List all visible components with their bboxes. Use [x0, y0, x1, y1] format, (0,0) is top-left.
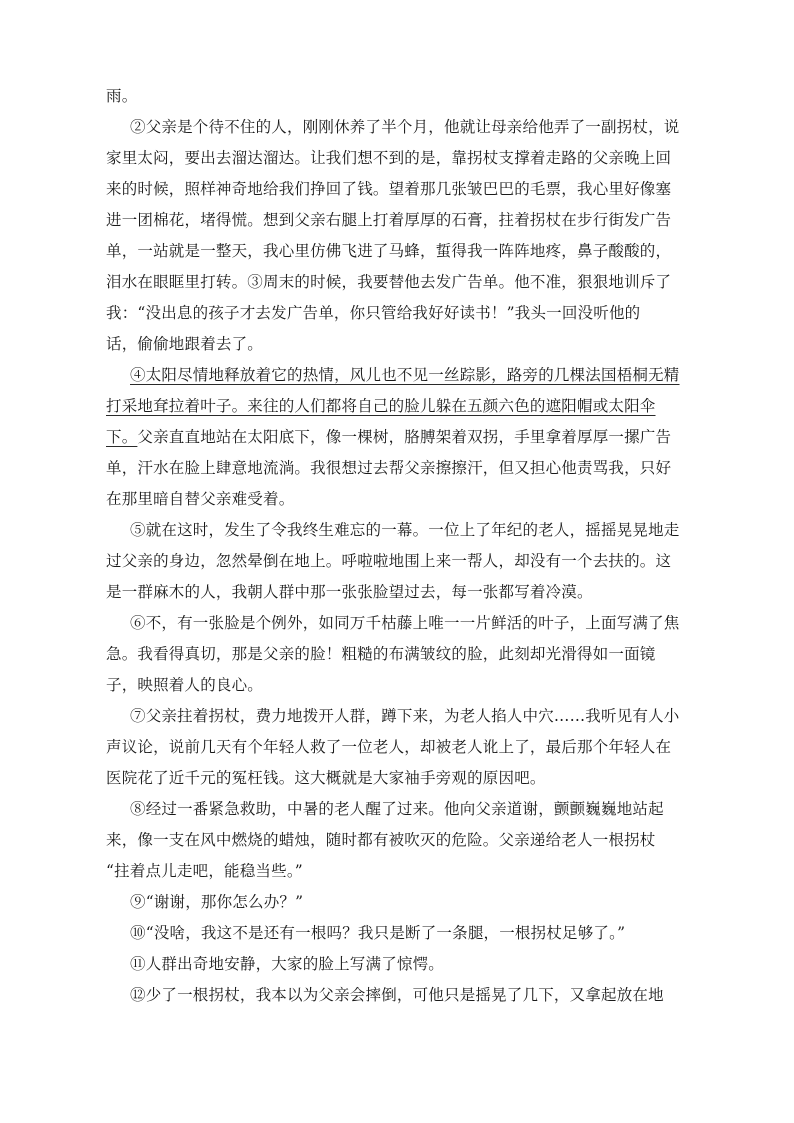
paragraph-2-line: 进一团棉花，堵得慌。想到父亲右腿上打着厚厚的石膏，拄着拐杖在步行街发广告: [106, 211, 672, 229]
paragraph-11-line: ⑪人群出奇地安静，大家的脸上写满了惊愕。: [130, 955, 445, 973]
paragraph-2-line: 家里太闷，要出去溜达溜达。让我们想不到的是，靠拐杖支撑着走路的父亲晚上回: [106, 149, 672, 167]
underlined-fragment: 下。: [106, 428, 138, 446]
paragraph-5-line: ⑤就在这时，发生了令我终生难忘的一幕。一位上了年纪的老人，摇摇晃晃地走: [130, 521, 680, 539]
paragraph-9-line: ⑨“谢谢，那你怎么办？”: [130, 893, 304, 911]
paragraph-2-line: 来的时候，照样神奇地给我们挣回了钱。望着那几张皱巴巴的毛票，我心里好像塞: [106, 180, 672, 198]
paragraph-6-line: 子，映照着人的良心。: [106, 676, 264, 694]
paragraph-2-line: ②父亲是个待不住的人，刚刚休养了半个月，他就让母亲给他弄了一副拐杖，说: [130, 118, 680, 136]
paragraph-4-continuation: 父亲直直地站在太阳底下，像一棵树，胳膊架着双拐，手里拿着厚厚一摞广告: [137, 428, 672, 446]
paragraph-8-line: ⑧经过一番紧急救助，中暑的老人醒了过来。他向父亲道谢，颤颤巍巍地站起: [130, 800, 664, 818]
paragraph-2-line: 话，偷偷地跟着去了。: [106, 335, 264, 353]
paragraph-4-line: 单，汗水在脸上肆意地流淌。我很想过去帮父亲擦擦汗，但又担心他责骂我，只好: [106, 459, 672, 477]
paragraph-7-line: 声议论，说前几天有个年轻人救了一位老人，却被老人讹上了，最后那个年轻人在: [106, 738, 672, 756]
paragraph-2-line: 单，一站就是一整天，我心里仿佛飞进了马蜂，蜇得我一阵阵地疼，鼻子酸酸的，: [106, 242, 672, 260]
paragraph-5-line: 过父亲的身边，忽然晕倒在地上。呼啦啦地围上来一帮人，却没有一个去扶的。这: [106, 552, 672, 570]
text-line: 雨。: [106, 87, 138, 105]
paragraph-10-line: ⑩“没啥，我这不是还有一根吗？我只是断了一条腿，一根拐杖足够了。”: [130, 924, 626, 942]
paragraph-8-line: “拄着点儿走吧，能稳当些。”: [106, 862, 303, 880]
paragraph-7-line: 医院花了近千元的冤枉钱。这大概就是大家袖手旁观的原因吧。: [106, 769, 546, 787]
paragraph-2-line: 泪水在眼眶里打转。③周末的时候，我要替他去发广告单。他不准，狠狠地训斥了: [106, 273, 672, 291]
paragraph-12-line: ⑫少了一根拐杖，我本以为父亲会摔倒，可他只是摇晃了几下，又拿起放在地: [130, 986, 664, 1004]
paragraph-2-line: 我：“没出息的孩子才去发广告单，你只管给我好好读书！”我头一回没听他的: [106, 304, 641, 322]
paragraph-4-line: 在那里暗自替父亲难受着。: [106, 490, 295, 508]
paragraph-7-line: ⑦父亲拄着拐杖，费力地拨开人群，蹲下来，为老人掐人中穴……我听见有人小: [130, 707, 680, 725]
paragraph-5-line: 是一群麻木的人，我朝人群中那一张张脸望过去，每一张都写着冷漠。: [106, 583, 593, 601]
underlined-sentence-line: ④太阳尽情地释放着它的热情，风儿也不见一丝踪影，路旁的几棵法国梧桐无精: [130, 366, 680, 384]
paragraph-4-line: [106, 427, 706, 447]
paragraph-6-line: ⑥不，有一张脸是个例外，如同万千枯藤上唯一一片鲜活的叶子，上面写满了焦: [130, 614, 680, 632]
paragraph-6-line: 急。我看得真切，那是父亲的脸！粗糙的布满皱纹的脸，此刻却光滑得如一面镜: [106, 645, 656, 663]
underlined-sentence-line: 打采地耷拉着叶子。来往的人们都将自己的脸儿躲在五颜六色的遮阳帽或太阳伞: [106, 397, 656, 415]
paragraph-8-line: 来，像一支在风中燃烧的蜡烛，随时都有被吹灭的危险。父亲递给老人一根拐杖: [106, 831, 656, 849]
